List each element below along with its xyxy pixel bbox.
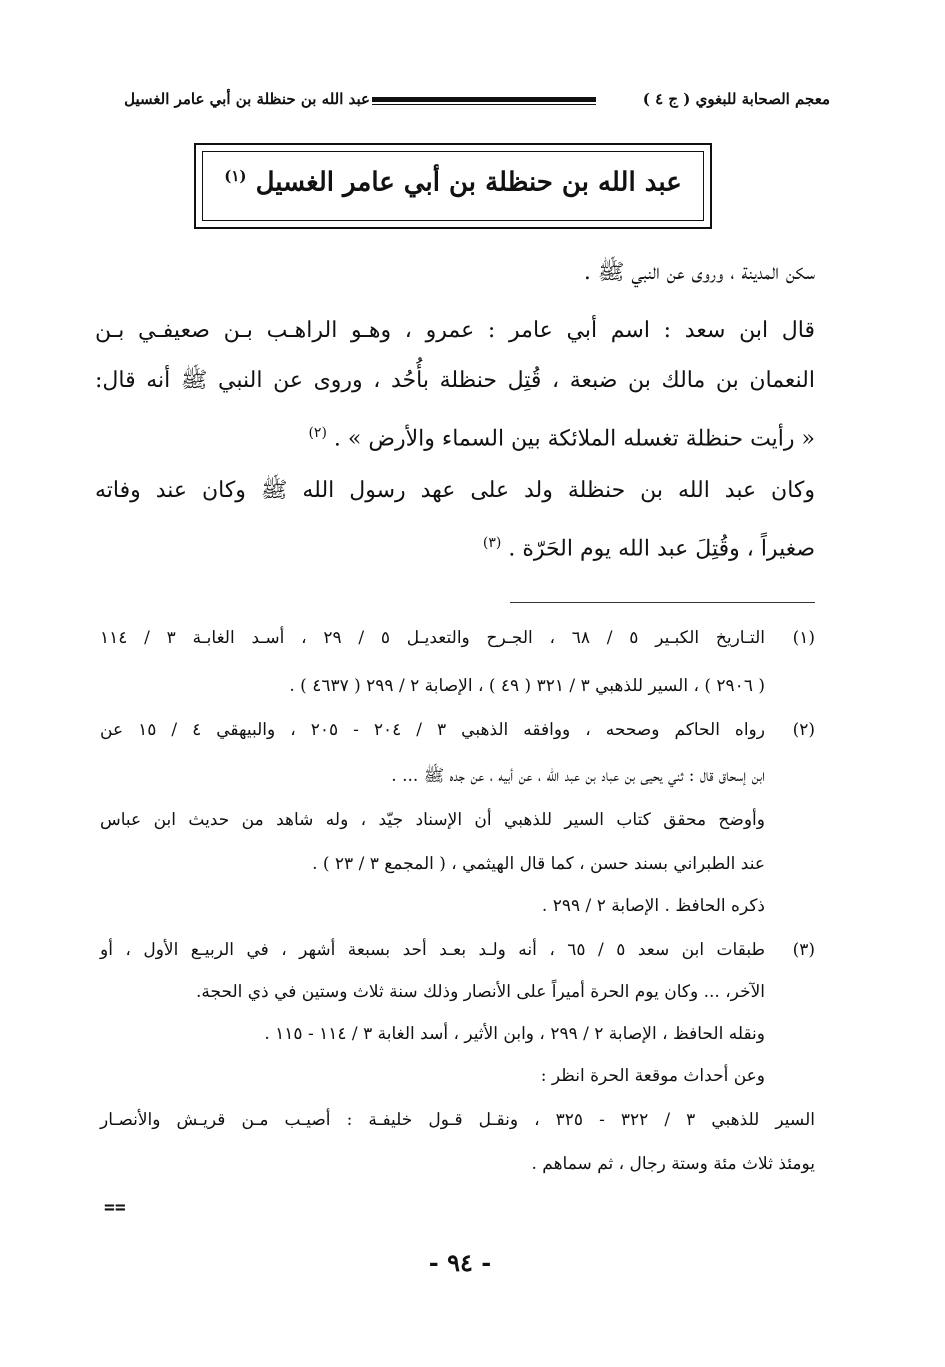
body-line-6 [95, 528, 815, 564]
footnote-3-line-5: السير للذهبي ٣ / ٣٢٢ - ٣٢٥ ، ونقـل قـول خليفـة : أصيـب مـن قريـش والأنصـار [100, 1110, 815, 1130]
footnote-2-line-5: ذكره الحافظ . الإصابة ٢ / ٢٩٩ . [541, 896, 765, 916]
footnote-2-number: (٢) [792, 720, 815, 740]
footnote-3-number: (٣) [792, 940, 815, 960]
entry-title-box [194, 143, 712, 229]
footnote-2-line-4: عند الطبراني بسند حسن ، كما قال الهيثمي ، ( المجمع ٣ / ٢٣ ) . [312, 854, 765, 874]
footnote-3-line-1: طبقات ابن سعد ٥ / ٦٥ ، أنه ولـد بعـد أحد بسبعة أشهر ، في الربيـع الأول ، أو [100, 940, 765, 960]
entry-title-text: عبد الله بن حنظلة بن أبي عامر الغسيل [255, 167, 682, 198]
footnote-ref-2: (٢) [308, 425, 327, 441]
footnote-2-line-1: رواه الحاكم وصححه ، ووافقه الذهبي ٣ / ٢٠٤ - ٢٠٥ ، والبيهقي ٤ / ١٥ عن [100, 720, 765, 740]
end-mark: == [104, 1197, 126, 1218]
footnote-divider [510, 602, 815, 603]
body-line-4 [95, 418, 815, 454]
footnote-3-line-3: ونقله الحافظ ، الإصابة ٢ / ٢٩٩ ، وابن الأثير ، أسد الغابة ٣ / ١١٤ - ١١٥ . [264, 1024, 765, 1044]
footnote-1-number: (١) [792, 628, 815, 648]
footnote-1-line-2: ( ٢٩٠٦ ) ، السير للذهبي ٣ / ٣٢١ ( ٤٩ ) ، الإصابة ٢ / ٢٩٩ ( ٤٦٣٧ ) . [289, 676, 765, 696]
footnote-ref-3: (٣) [482, 535, 502, 551]
footnote-1-line-1: التـاريخ الكبـير ٥ / ٦٨ ، الجـرح والتعديـل ٥ / ٢٩ ، أسـد الغابـة ٣ / ١١٤ [100, 628, 765, 648]
header-rule [372, 97, 596, 102]
footnote-3-line-4: وعن أحداث موقعة الحرة انظر : [540, 1066, 765, 1086]
page-number: - ٩٤ - [428, 1248, 492, 1277]
footnote-2-line-2: ابن إسحاق قال : ثني يحيى بن عباد بن عبد الله ، عن أبيه ، عن جده ﷺ ... . [391, 766, 765, 786]
body-line-3: النعمان بن مالك بن ضبعة ، قُتِل حنظلة بأُحُد ، وروى عن النبي ﷺ أنه قال: [95, 368, 815, 393]
body-line-2: قال ابن سعد : اسم أبي عامر : عمرو ، وهـو الراهـب بـن صعيفـي بـن [95, 318, 815, 343]
body-line-1: سكن المدينة ، وروى عن النبي ﷺ . [583, 260, 815, 285]
footnote-3-line-2: الآخر، ... وكان يوم الحرة أميراً على الأنصار وذلك سنة ثلاث وستين في ذي الحجة. [196, 982, 765, 1002]
running-header-entry-name: عبد الله بن حنظلة بن أبي عامر الغسيل [124, 90, 370, 108]
running-header-book-title: معجم الصحابة للبغوي ( ج ٤ ) [642, 90, 830, 108]
body-line-4-text: « رأيت حنظلة تغسله الملائكة بين السماء والأرض » . [333, 426, 815, 452]
footnote-3-line-6: يومئذ ثلاث مئة وستة رجال ، ثم سماهم . [531, 1154, 815, 1174]
body-line-6-text: صغيراً ، وقُتِلَ عبد الله يوم الحَرّة . [508, 536, 815, 562]
footnote-2-line-3: وأوضح محقق كتاب السير للذهبي أن الإسناد جيّد ، وله شاهد من حديث ابن عباس [100, 810, 765, 830]
header-rule-thin [372, 104, 596, 105]
body-line-5: وكان عبد الله بن حنظلة ولد على عهد رسول الله ﷺ وكان عند وفاته [95, 478, 815, 503]
entry-title [196, 167, 710, 198]
entry-title-footnote-mark: (١) [224, 167, 247, 185]
